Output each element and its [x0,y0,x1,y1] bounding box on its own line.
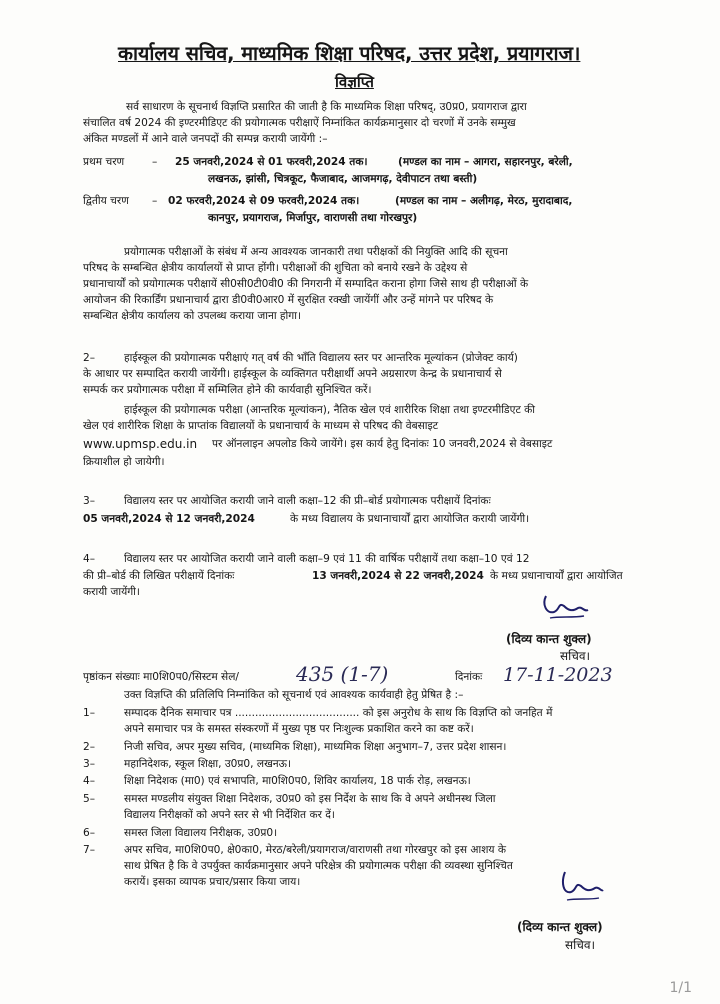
phase-dash: – [152,195,158,207]
intro-line: अंकित मण्डलों में आने वाले जनपदों की सम्पन्न करायी जायेंगी :– [83,133,328,145]
paragraph-line: सम्बन्धित क्षेत्रीय कार्यालय को उपलब्ध कराया जाना होगा। [83,310,302,322]
reference-date: 17-11-2023 [503,664,613,686]
paragraph-line: के मध्य विद्यालय के प्रधानाचार्यों द्वारा आयोजित करायी जायेंगी। [290,513,530,525]
paragraph-line: खेल एवं शारीरिक शिक्षा के प्राप्तांक विद्यालयों के प्रधानाचार्य के माध्यम से परिषद की वेबसाइट [83,420,439,432]
copy-number: 5– [83,793,96,805]
copy-intro: उक्त विज्ञप्ति की प्रतिलिपि निम्नांकित को सूचनार्थ एवं आवश्यक कार्यवाही हेतु प्रेषित है :– [124,689,464,701]
paragraph-line: विद्यालय स्तर पर आयोजित करायी जाने वाली कक्षा–9 एवं 11 की वार्षिक परीक्षायें तथा कक्षा–10 एवं 12 [124,553,530,565]
copy-number: 6– [83,827,96,839]
signatory-name: (दिव्य कान्त शुक्ल) [517,920,603,934]
intro-line: सर्व साधारण के सूचनार्थ विज्ञप्ति प्रसारित की जाती है कि माध्यमिक शिक्षा परिषद्, उ0प्र0, प्रयागराज द्वारा [126,101,527,113]
paragraph-line: सम्पर्क कर प्रयोगात्मक परीक्षा में सम्मिलित होने की कार्यवाही सुनिश्चित करें। [83,384,372,396]
copy-line: समस्त मण्डलीय संयुक्त शिक्षा निदेशक, उ0प्र0 को इस निर्देश के साथ कि वे अपने अधीनस्थ जिला [124,793,496,805]
phase-divisions: कानपुर, प्रयागराज, मिर्जापुर, वाराणसी तथा गोरखपुर) [208,212,418,224]
signature-mark [538,592,594,626]
copy-line: विद्यालय निरीक्षकों को अपने स्तर से भी निर्देशित कर दें। [124,809,335,821]
phase-divisions: (मण्डल का नाम – आगरा, सहारनपुर, बरेली, [398,156,573,168]
paragraph-line: प्रधानाचार्यों को प्रयोगात्मक परीक्षायें सी0सी0टी0वी0 की निगरानी में सम्पादित कराना होगा जिसे साथ ही परीक्षाओं के [83,278,529,290]
paragraph-line: हाईस्कूल की प्रयोगात्मक परीक्षाएं गत् वर्ष की भाँति विद्यालय स्तर पर आन्तरिक मूल्यांकन (प्रोजेक्ट कार्य) [124,352,518,364]
phase-label: प्रथम चरण [83,156,125,168]
copy-line: करायें। इसका व्यापक प्रचार/प्रसार किया जाय। [124,876,301,888]
copy-line: शिक्षा निदेशक (मा0) एवं सभापति, मा0शि0प0, शिविर कार्यालय, 18 पार्क रोड़, लखनऊ। [124,775,471,787]
copy-number: 4– [83,775,96,787]
phase-label: द्वितीय चरण [83,195,129,207]
signatory-name: (दिव्य कान्त शुक्ल) [506,632,592,646]
office-title: कार्यालय सचिव, माध्यमिक शिक्षा परिषद, उत्तर प्रदेश, प्रयागराज। [118,42,581,65]
copy-line: अपने समाचार पत्र के समस्त संस्करणों में मुख्य पृष्ठ पर निःशुल्क प्रकाशित करने का कष्ट करें। [124,723,474,735]
page-indicator: 1/1 [669,980,692,996]
paragraph-line: पर ऑनलाइन अपलोड किये जायेंगे। इस कार्य हेतु दिनांकः 10 जनवरी,2024 से वेबसाइट [212,438,553,450]
copy-line: महानिदेशक, स्कूल शिक्षा, उ0प्र0, लखनऊ। [124,758,291,770]
item-number: 4– [83,553,96,565]
date-label: दिनांकः [455,671,483,683]
notice-heading: विज्ञप्ति [335,73,374,91]
phase-divisions: लखनऊ, झांसी, चित्रकूट, फैजाबाद, आजमगढ़, देवीपाटन तथा बस्ती) [208,173,478,185]
signatory-designation: सचिव। [565,938,596,952]
copy-number: 1– [83,707,96,719]
paragraph-line: विद्यालय स्तर पर आयोजित करायी जाने वाली कक्षा–12 की प्री–बोर्ड प्रयोगात्मक परीक्षायें दिनांकः [124,495,491,507]
paragraph-line: करायी जायेंगी। [83,586,140,598]
date-range: 05 जनवरी,2024 से 12 जनवरी,2024 [83,513,255,525]
phase-dates: 02 फरवरी,2024 से 09 फरवरी,2024 तक। [168,195,360,207]
copy-line: साथ प्रेषित है कि वे उपर्युक्त कार्यक्रमानुसार अपने परिक्षेत्र की प्रयोगात्मक परीक्षा की व्यवस्था सुनिश्चित [124,860,513,872]
paragraph-line: प्रयोगात्मक परीक्षाओं के संबंध में अन्य आवश्यक जानकारी तथा परीक्षकों की नियुक्ति आदि की सूचना [124,246,508,258]
paragraph-line: आयोजन की रिकार्डिंग प्रधानाचार्य द्वारा डी0वी0आर0 में सुरक्षित रक्खी जायेंगीं और उन्हें मांगने पर परिषद के [83,294,494,306]
reference-label: पृष्ठांकन संख्याः मा0शि0प0/सिस्टम सेल/ [83,671,239,683]
signatory-designation: सचिव। [560,649,591,663]
signature-mark [555,868,607,908]
paragraph-line: क्रियाशील हो जायेगी। [83,456,165,468]
copy-number: 2– [83,741,96,753]
paragraph-line: की प्री–बोर्ड की लिखित परीक्षायें दिनांकः [83,570,235,582]
phase-dates: 25 जनवरी,2024 से 01 फरवरी,2024 तक। [175,156,368,168]
item-number: 3– [83,495,96,507]
copy-line: निजी सचिव, अपर मुख्य सचिव, (माध्यमिक शिक्षा), माध्यमिक शिक्षा अनुभाग–7, उत्तर प्रदेश शासन। [124,741,507,753]
date-range: 13 जनवरी,2024 से 22 जनवरी,2024 [312,570,484,582]
paragraph-line: के आधार पर सम्पादित करायी जायेंगी। हाईस्कूल के व्यक्तिगत परीक्षार्थी अपने अग्रसारण केन्द्र के प्रधानाचार्य से [83,368,502,380]
copy-line: समस्त जिला विद्यालय निरीक्षक, उ0प्र0। [124,827,278,839]
reference-number: 435 (1-7) [296,662,389,686]
copy-line: अपर सचिव, मा0शि0प0, क्षे0का0, मेरठ/बरेली/प्रयागराज/वाराणसी तथा गोरखपुर को इस आशय के [124,844,507,856]
intro-line: संचालित वर्ष 2024 की इण्टरमीडिएट की प्रयोगात्मक परीक्षाऐं निम्नांकित कार्यक्रमानुसार दो चरणों में उनके सम्मुख [83,117,516,129]
paragraph-line: परिषद के सम्बन्धित क्षेत्रीय कार्यालयों से प्राप्त होंगी। परीक्षाओं की शुचिता को बनाये रखने के उद्देश्य से [83,262,468,274]
copy-number: 7– [83,844,96,856]
paragraph-line: हाईस्कूल की प्रयोगात्मक परीक्षा (आन्तरिक मूल्यांकन), नैतिक खेल एवं शारीरिक शिक्षा तथा इण्टरमीडिएट की [124,404,536,416]
paragraph-line: के मध्य प्रधानाचार्यों द्वारा आयोजित [490,570,623,582]
item-number: 2– [83,352,96,364]
website-link[interactable]: www.upmsp.edu.in [83,437,198,451]
phase-divisions: (मण्डल का नाम – अलीगढ़, मेरठ, मुरादाबाद, [395,195,573,207]
phase-dash: – [152,156,158,168]
copy-line: सम्पादक दैनिक समाचार पत्र ..................................... को इस अनुरोध के साथ कि विज्ञप्ति को जनहित में [124,707,553,719]
copy-number: 3– [83,758,96,770]
